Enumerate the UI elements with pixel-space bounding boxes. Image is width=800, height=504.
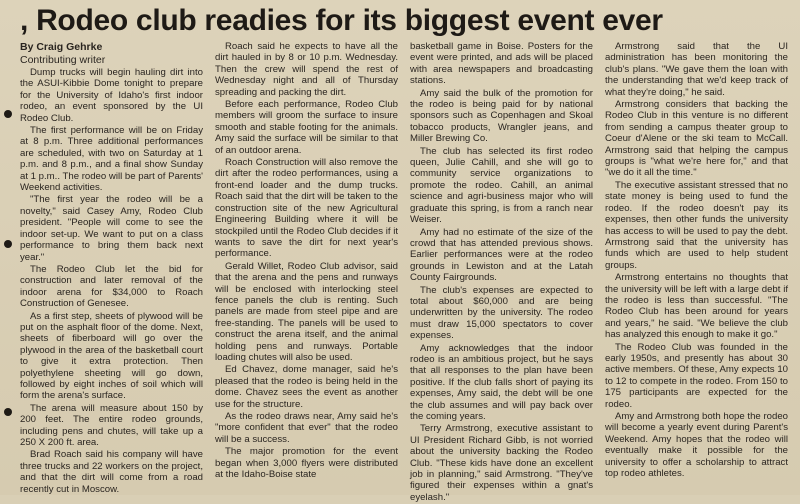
margin-bullet-icon bbox=[4, 408, 12, 416]
paragraph: The Rodeo Club was founded in the early 1950s, and presently has about 30 active members. Of these, Amy expects 10 to 12 to compete in the rodeo. From 150 to 175 participants are expected for the rodeo. bbox=[605, 341, 788, 410]
paragraph: As the rodeo draws near, Amy said he's "more confident that ever" that the rodeo will be a success. bbox=[215, 411, 398, 445]
margin-bullet-icon bbox=[4, 240, 12, 248]
article-column-3 bbox=[410, 41, 593, 504]
paragraph: Brad Roach said his company will have three trucks and 22 workers on the project, and that the dirt will come from a road recently cut in Moscow. bbox=[20, 449, 203, 495]
byline-role: Contributing writer bbox=[20, 54, 106, 66]
paragraph: Dump trucks will begin hauling dirt into the ASUI-Kibbie Dome tonight to prepare for the University of Idaho's first indoor rodeo, an event sponsored by the UI Rodeo Club. bbox=[20, 67, 203, 124]
paragraph: The club's expenses are expected to total about $60,000 and are being underwritten by the university. The rodeo must draw 15,000 spectators to cover expenses. bbox=[410, 284, 593, 342]
article-headline: , Rodeo club readies for its biggest event ever bbox=[20, 4, 663, 37]
paragraph: Amy acknowledges that the indoor rodeo is an ambitious project, but he says that all responses to the plan have been positive. If the club falls short of paying its expenses, Amy said, the debt will be one the club assumes and will pay back over the coming years. bbox=[410, 342, 593, 422]
paragraph: As a first step, sheets of plywood will be put on the asphalt floor of the dome. Next, sheets of fiberboard will go over the plywood in the area of the basketball court to give it extra protection. Then polyethylene sheeting will go down, followed by eight inches of soil which will form the arena's surface. bbox=[20, 310, 203, 402]
paragraph: The arena will measure about 150 by 200 feet. The entire rodeo grounds, including pens and chutes, will take up a 250 X 200 ft. area. bbox=[20, 402, 203, 448]
paragraph: The Rodeo Club let the bid for construction and later removal of the indoor arena for $34,000 to Roach Construction of Genesee. bbox=[20, 263, 203, 310]
paragraph: Roach Construction will also remove the dirt after the rodeo performances, using a front-end loader and the dump trucks. Roach said that the dirt will be taken to the construction site of the new Agricultural Engineering Building where it will be stockpiled until the Rodeo Club decides if it wants to save the dirt for next year's performance. bbox=[215, 157, 398, 260]
margin-bullet-icon bbox=[4, 110, 12, 118]
paragraph: Before each performance, Rodeo Club members will groom the surface to insure smooth and stable footing for the animals. Amy said the surface will be similar to that of an outdoor arena. bbox=[215, 99, 398, 156]
paragraph: The major promotion for the event began when 3,000 flyers were distributed at the Idaho-Boise state bbox=[215, 446, 398, 481]
paragraph: Amy had no estimate of the size of the crowd that has attended previous shows. Earlier performances were at the rodeo grounds in Lewiston and at the Latah County Fairgrounds. bbox=[410, 226, 593, 284]
article-column-1 bbox=[20, 41, 203, 504]
paragraph: Amy and Armstrong both hope the rodeo will become a yearly event during Parent's Weekend. Amy hopes that the rodeo will eventually make it possible for the university to offer a scholarship to attract top rodeo athletes. bbox=[605, 411, 788, 480]
article-column-4 bbox=[605, 41, 788, 504]
paragraph: Roach said he expects to have all the dirt hauled in by 8 or 10 p.m. Wednesday. Then the crew will spend the rest of Wednesday night and all of Thursday spreading and packing the dirt. bbox=[215, 41, 398, 98]
paragraph: basketball game in Boise. Posters for the event were printed, and ads will be placed with area newspapers and broadcasting stations. bbox=[410, 41, 593, 87]
paragraph: Armstrong considers that backing the Rodeo Club in this venture is no different from sending a campus theater group to Coeur d'Alene or the ski team to McCall. Armstrong said that helping the campus groups is "what we're here for," and that "we do it all the time." bbox=[605, 99, 788, 179]
paragraph: The club has selected its first rodeo queen, Julie Cahill, and she will go to community service organizations to promote the rodeo. Cahill, an animal science and agri-business major who will graduate this spring, is from a ranch near Weiser. bbox=[410, 145, 593, 226]
paragraph: The executive assistant stressed that no state money is being used to fund the rodeo. If the rodeo doesn't pay its expenses, then other funds the university has access to will be used to pay the debt. Armstrong said that the university has funds which are used to help student groups. bbox=[605, 179, 788, 271]
article-column-2 bbox=[215, 41, 398, 504]
paragraph: Terry Armstrong, executive assistant to UI President Richard Gibb, is not worried about the university backing the Rodeo Club. "These kids have done an excellent job in planning," said Armstrong. "They've figured their expenses within a gnat's eyelash." bbox=[410, 423, 593, 503]
byline: By Craig Gehrke bbox=[20, 41, 103, 53]
paragraph: Ed Chavez, dome manager, said he's pleased that the rodeo is being held in the dome. Chavez sees the event as another use for the structure. bbox=[215, 364, 398, 410]
paragraph: Armstrong entertains no thoughts that the university will be left with a large debt if the rodeo is less than successful. "The Rodeo Club has been around for years and years," he said. "We believe the club has analyzed this enough to make it go." bbox=[605, 272, 788, 341]
paragraph: Amy said the bulk of the promotion for the rodeo is being paid for by national sponsors such as Copenhagen and Skoal tobacco products, Wrangler jeans, and Miller Brewing Co. bbox=[410, 87, 593, 145]
paragraph: The first performance will be on Friday at 8 p.m. Three additional performances are scheduled, with two on Saturday at 1 p.m. and 8 p.m., and a final show Sunday at 1 p.m.. The rodeo will be part of Parents' Weekend activities. bbox=[20, 125, 203, 194]
paragraph: Gerald Willet, Rodeo Club advisor, said that the arena and the pens and runways will be enclosed with interlocking steel fence panels the club is renting. Such panels are made from steel pipe and are free-standing. The panels will be used to construct the arena itself, and the animal holding pens and runways. Portable loading chutes will also be used. bbox=[215, 260, 398, 363]
article-columns bbox=[20, 41, 790, 504]
paragraph: "The first year the rodeo will be a novelty," said Casey Amy, Rodeo Club president. "People will come to see the indoor set-up. We want to put on a class performance to bring them back next year." bbox=[20, 194, 203, 263]
paragraph: Armstrong said that the UI administration has been monitoring the club's plans. "We gave them the loan with the understanding that we'd keep track of what they're doing," he said. bbox=[605, 41, 788, 98]
